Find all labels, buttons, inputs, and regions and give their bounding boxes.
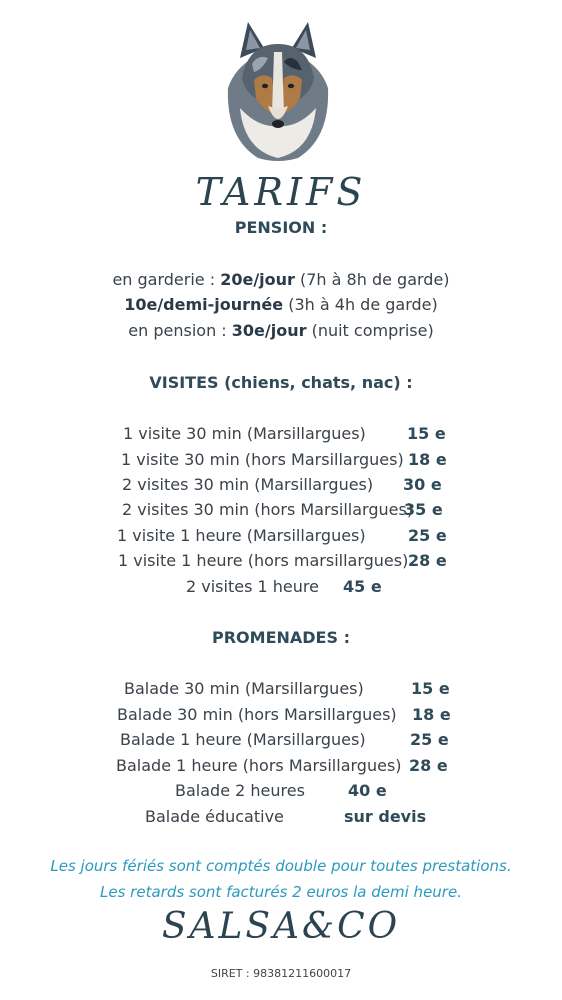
note-delays: Les retards sont facturés 2 euros la demi heure. [100,883,462,901]
visites-heading: VISITES (chiens, chats, nac) : [149,373,413,392]
promenade-price: 40 e [348,781,387,800]
promenade-label: Balade 1 heure (Marsillargues) [120,730,366,749]
visite-price: 35 e [404,500,443,519]
pension-line: en garderie : 20e/jour (7h à 8h de garde) [112,270,450,289]
promenade-label: Balade 30 min (hors Marsillargues) [117,705,397,724]
promenade-price: 18 e [412,705,451,724]
promenade-price: 28 e [409,756,448,775]
visite-price: 25 e [408,526,447,545]
page-title: TARIFS [195,170,367,214]
visite-price: 45 e [343,577,382,596]
pension-line: en pension : 30e/jour (nuit comprise) [128,321,434,340]
note-holidays: Les jours fériés sont comptés double pour toutes prestations. [50,857,512,875]
visite-label: 1 visite 1 heure (hors marsillargues) [118,551,409,570]
visite-price: 30 e [403,475,442,494]
visite-label: 2 visites 1 heure [186,577,319,596]
promenade-label: Balade 30 min (Marsillargues) [124,679,364,698]
promenade-label: Balade éducative [145,807,284,826]
visite-price: 28 e [408,551,447,570]
promenade-price: sur devis [344,807,427,826]
visite-label: 1 visite 30 min (Marsillargues) [123,424,366,443]
visite-price: 15 e [407,424,446,443]
pension-heading: PENSION : [234,218,328,237]
visite-price: 18 e [408,450,447,469]
promenade-label: Balade 1 heure (hors Marsillargues) [116,756,402,775]
visite-label: 2 visites 30 min (hors Marsillargues) [122,500,414,519]
visite-label: 2 visites 30 min (Marsillargues) [122,475,374,494]
brand-signature: SALSA&CO [161,906,401,947]
pension-line: 10e/demi-journée (3h à 4h de garde) [124,295,438,314]
promenade-label: Balade 2 heures [175,781,305,800]
promenades-heading: PROMENADES : [212,628,350,647]
visite-label: 1 visite 1 heure (Marsillargues) [117,526,366,545]
promenade-price: 25 e [410,730,449,749]
siret-number: SIRET : 98381211600017 [210,967,352,980]
visite-label: 1 visite 30 min (hors Marsillargues) [121,450,404,469]
dog-logo-icon [218,18,338,163]
promenade-price: 15 e [411,679,450,698]
